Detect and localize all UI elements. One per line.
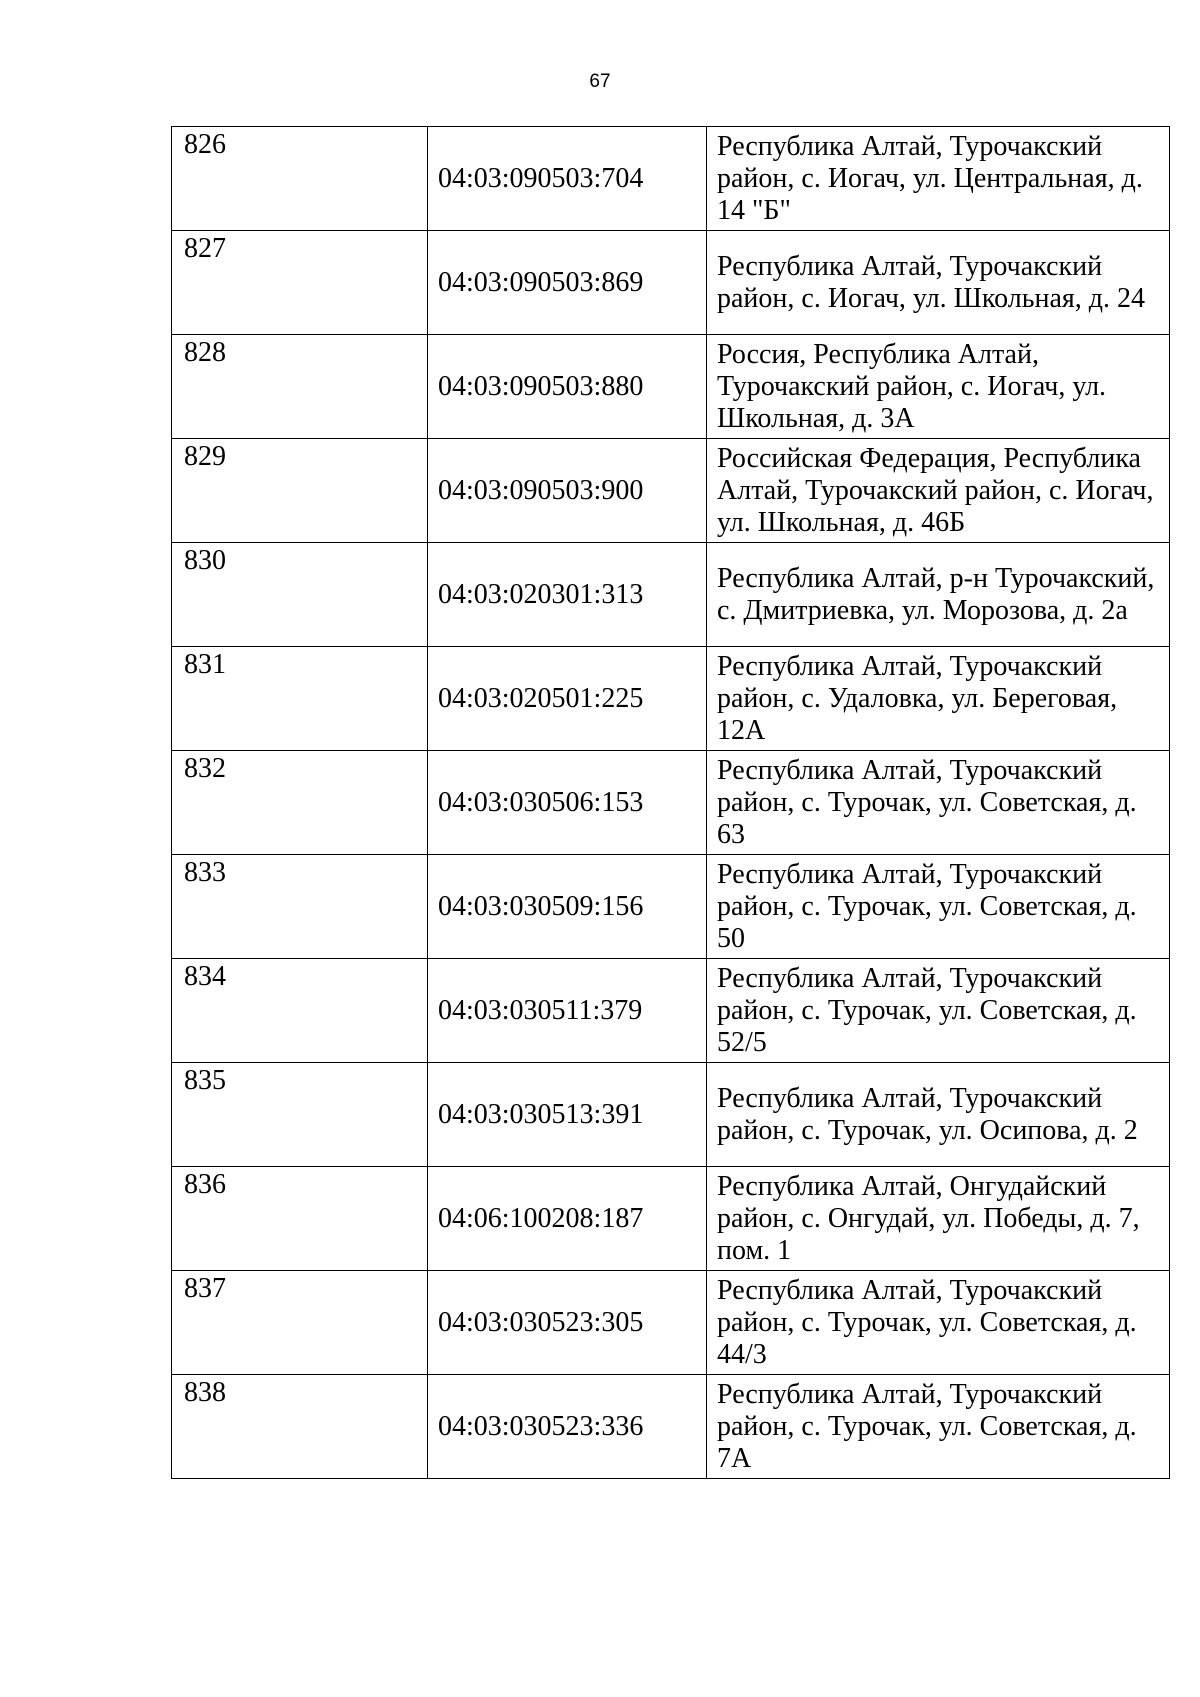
cadastral-number: 04:03:030506:153 — [428, 751, 707, 855]
cadastral-number: 04:03:090503:900 — [428, 439, 707, 543]
cadastral-number: 04:03:030509:156 — [428, 855, 707, 959]
table-row — [172, 1167, 1170, 1271]
address: Республика Алтай, Турочакский район, с. Турочак, ул. Советская, д. 52/5 — [707, 959, 1170, 1063]
cadastral-number: 04:03:090503:880 — [428, 335, 707, 439]
cadastral-number: 04:03:020301:313 — [428, 543, 707, 647]
row-number: 833 — [172, 855, 428, 959]
cadastral-number: 04:03:030523:336 — [428, 1375, 707, 1479]
row-number: 827 — [172, 231, 428, 335]
row-number: 834 — [172, 959, 428, 1063]
row-number: 837 — [172, 1271, 428, 1375]
address: Республика Алтай, р-н Турочакский, с. Дмитриевка, ул. Морозова, д. 2а — [707, 543, 1170, 647]
row-number: 830 — [172, 543, 428, 647]
address: Республика Алтай, Турочакский район, с. Турочак, ул. Осипова, д. 2 — [707, 1063, 1170, 1167]
address: Российская Федерация, Республика Алтай, Турочакский район, с. Иогач, ул. Школьная, д. 46Б — [707, 439, 1170, 543]
row-number: 838 — [172, 1375, 428, 1479]
address: Россия, Республика Алтай, Турочакский район, с. Иогач, ул. Школьная, д. 3А — [707, 335, 1170, 439]
table-row — [172, 959, 1170, 1063]
table-row — [172, 751, 1170, 855]
address: Республика Алтай, Турочакский район, с. Турочак, ул. Советская, д. 50 — [707, 855, 1170, 959]
table-row — [172, 439, 1170, 543]
address: Республика Алтай, Турочакский район, с. Турочак, ул. Советская, д. 63 — [707, 751, 1170, 855]
address: Республика Алтай, Турочакский район, с. Удаловка, ул. Береговая, 12А — [707, 647, 1170, 751]
table-row — [172, 1063, 1170, 1167]
cadastral-number: 04:06:100208:187 — [428, 1167, 707, 1271]
table-row — [172, 127, 1170, 231]
row-number: 836 — [172, 1167, 428, 1271]
row-number: 826 — [172, 127, 428, 231]
table-row — [172, 231, 1170, 335]
row-number: 828 — [172, 335, 428, 439]
cadastral-number: 04:03:030511:379 — [428, 959, 707, 1063]
table-row — [172, 647, 1170, 751]
row-number: 832 — [172, 751, 428, 855]
page-number: 67 — [589, 71, 611, 92]
table-row — [172, 1375, 1170, 1479]
registry-table — [171, 126, 1170, 1479]
table-row — [172, 543, 1170, 647]
address: Республика Алтай, Турочакский район, с. Турочак, ул. Советская, д. 7А — [707, 1375, 1170, 1479]
address: Республика Алтай, Онгудайский район, с. Онгудай, ул. Победы, д. 7, пом. 1 — [707, 1167, 1170, 1271]
cadastral-number: 04:03:020501:225 — [428, 647, 707, 751]
cadastral-number: 04:03:090503:869 — [428, 231, 707, 335]
table-row — [172, 855, 1170, 959]
cadastral-number: 04:03:090503:704 — [428, 127, 707, 231]
row-number: 835 — [172, 1063, 428, 1167]
cadastral-number: 04:03:030513:391 — [428, 1063, 707, 1167]
cadastral-number: 04:03:030523:305 — [428, 1271, 707, 1375]
address: Республика Алтай, Турочакский район, с. Иогач, ул. Центральная, д. 14 "Б" — [707, 127, 1170, 231]
row-number: 831 — [172, 647, 428, 751]
table-row — [172, 335, 1170, 439]
row-number: 829 — [172, 439, 428, 543]
address: Республика Алтай, Турочакский район, с. Иогач, ул. Школьная, д. 24 — [707, 231, 1170, 335]
address: Республика Алтай, Турочакский район, с. Турочак, ул. Советская, д. 44/3 — [707, 1271, 1170, 1375]
table-row — [172, 1271, 1170, 1375]
